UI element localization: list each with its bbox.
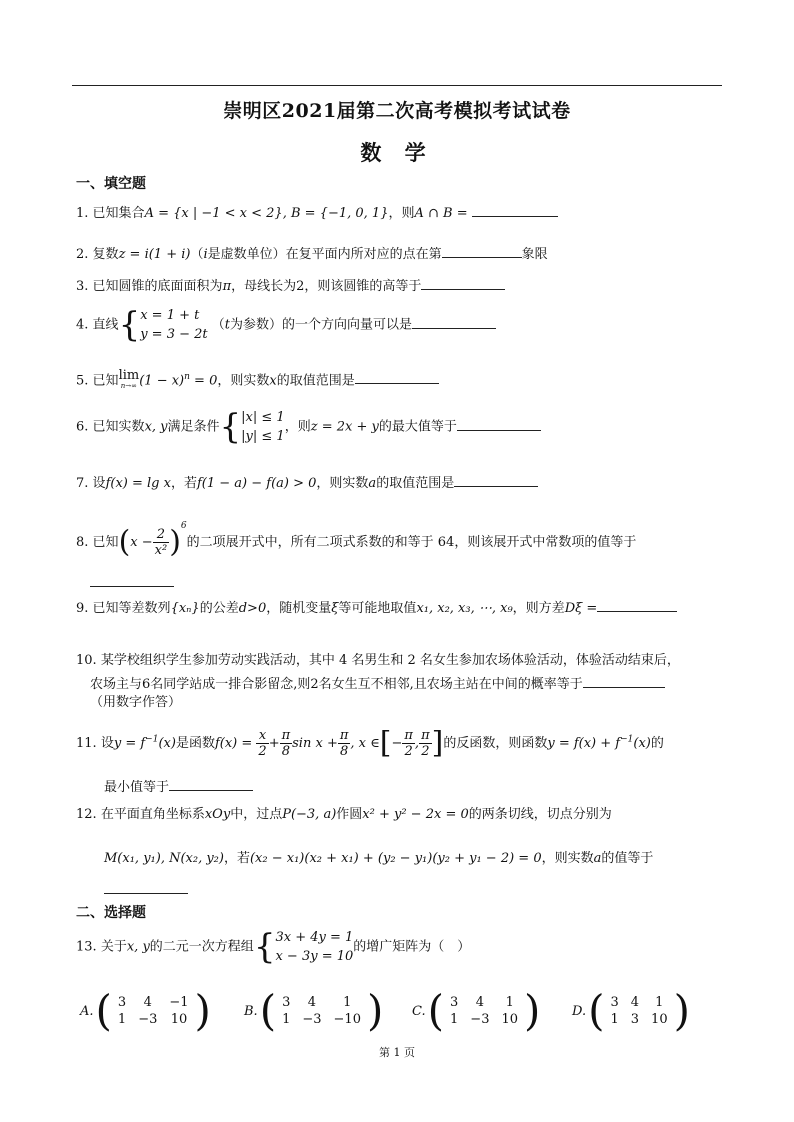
matrix: 3 4 1 1 −3 −10 [282, 995, 361, 1027]
matrix: 3 4 −1 1 −3 10 [117, 995, 189, 1027]
answer-blank[interactable] [169, 777, 253, 791]
question-7: 7. 设f(x) = lg x，若f(1 − a) − f(a) > 0，则实数a的取值范围是 [76, 473, 722, 493]
matrix: 3 4 1 1 −3 10 [450, 995, 519, 1027]
question-11-line2: 最小值等于 [104, 777, 750, 797]
question-8: 8. 已知(x − $\frac{2}{\text{x²}}$ )$^6$的二项展开式中，所有二项式系数的和等于 64，则该展开式中常数项的值等于 [76, 521, 637, 560]
answer-blank[interactable] [355, 370, 439, 384]
question-8-blank-line [90, 573, 736, 593]
answer-blank[interactable] [457, 417, 541, 431]
condition-system: |x| ≤ 1 |y| ≤ 1 [241, 410, 285, 444]
matrix: 3 4 1 1 3 10 [610, 995, 668, 1027]
question-13: 13. 关于x, y的二元一次方程组{ 3x + 4y = 1 x − 3y = 10 的增广矩阵为（ ） [76, 927, 471, 967]
section-fill-in: 一、填空题 [76, 176, 146, 192]
page-number: 第 1 页 [379, 1046, 415, 1059]
answer-blank[interactable] [472, 203, 558, 217]
question-6: 6. 已知实数x, y满足条件{ |x| ≤ 1 |y| ≤ 1 ，则z = 2x + y的最大值等于 [76, 408, 722, 446]
question-12-line2: M(x₁, y₁), N(x₂, y₂)，若(x₂ − x₁)(x₂ + x₁) + (y₂ − y₁)(y₂ + y₁ − 2) = 0，则实数a的值等于 [104, 851, 654, 866]
question-12: 12. 在平面直角坐标系xOy中，过点P(−3, a)作圆x² + y² − 2x = 0的两条切线，切点分别为 [76, 807, 612, 822]
question-1: 1. 已知集合A = {x | −1 < x < 2}, B = {−1, 0, 1}，则A ∩ B = [76, 203, 722, 223]
question-10: 10. 某学校组织学生参加劳动实践活动，其中 4 名男生和 2 名女生参加农场体验活动，体验活动结束后， [76, 653, 680, 668]
question-9: 9. 已知等差数列{xₙ}的公差d>0，随机变量ξ等可能地取值x₁, x₂, x₃, ⋯, x₉，则方差Dξ = [76, 598, 722, 618]
option-b[interactable]: B. ( 3 4 1 1 −3 −10 ) [244, 986, 384, 1035]
answer-blank[interactable] [90, 573, 174, 587]
question-11: 11. 设$y = f^{-1}(x)$是函数f(x) = $\frac{x}{2}$ + $\frac{\pi}{8}$ sin x + $\frac{\pi}{8}$ , x ∈[− $\frac{\pi}{2}$ , $\frac{\pi}{2}$ ]的反函数，则函数$y = f(x) + f^{-1}(x)$的 [76, 725, 664, 761]
question-5: 5. 已知lim n→∞ $(1 - x)^n = 0$，则实数x的取值范围是 [76, 368, 722, 392]
answer-blank[interactable] [442, 244, 522, 258]
question-10-line3: （用数字作答） [90, 695, 182, 710]
question-4: 4. 直线{ x = 1 + t y = 3 − 2t （t为参数）的一个方向向量可以是 [76, 306, 722, 344]
equation-system: x = 1 + t y = 3 − 2t [140, 308, 208, 342]
answer-blank[interactable] [421, 276, 505, 290]
option-a[interactable]: A. ( 3 4 −1 1 −3 10 ) [80, 986, 211, 1035]
answer-blank[interactable] [597, 598, 677, 612]
answer-blank[interactable] [454, 473, 538, 487]
subject-title: 数 学 [360, 140, 434, 165]
answer-blank[interactable] [412, 315, 496, 329]
question-2: 2. 复数z = i(1 + i)（i是虚数单位）在复平面内所对应的点在第 象限 [76, 244, 722, 264]
answer-blank[interactable] [104, 880, 188, 894]
question-3: 3. 已知圆锥的底面面积为π，母线长为2，则该圆锥的高等于 [76, 276, 722, 296]
equation-system: 3x + 4y = 1 x − 3y = 10 [275, 930, 354, 964]
section-multiple-choice: 二、选择题 [76, 905, 146, 921]
header-rule [72, 85, 722, 86]
option-c[interactable]: C. ( 3 4 1 1 −3 10 ) [412, 986, 541, 1035]
question-12-blank-line [104, 880, 750, 900]
option-d[interactable]: D. ( 3 4 1 1 3 10 ) [572, 986, 690, 1035]
answer-blank[interactable] [583, 674, 665, 688]
question-10-line2: 农场主与6名同学站成一排合影留念,则2名女生互不相邻,且农场主站在中间的概率等于 [90, 674, 722, 694]
exam-title: 崇明区2021届第二次高考模拟考试试卷 [223, 100, 571, 122]
